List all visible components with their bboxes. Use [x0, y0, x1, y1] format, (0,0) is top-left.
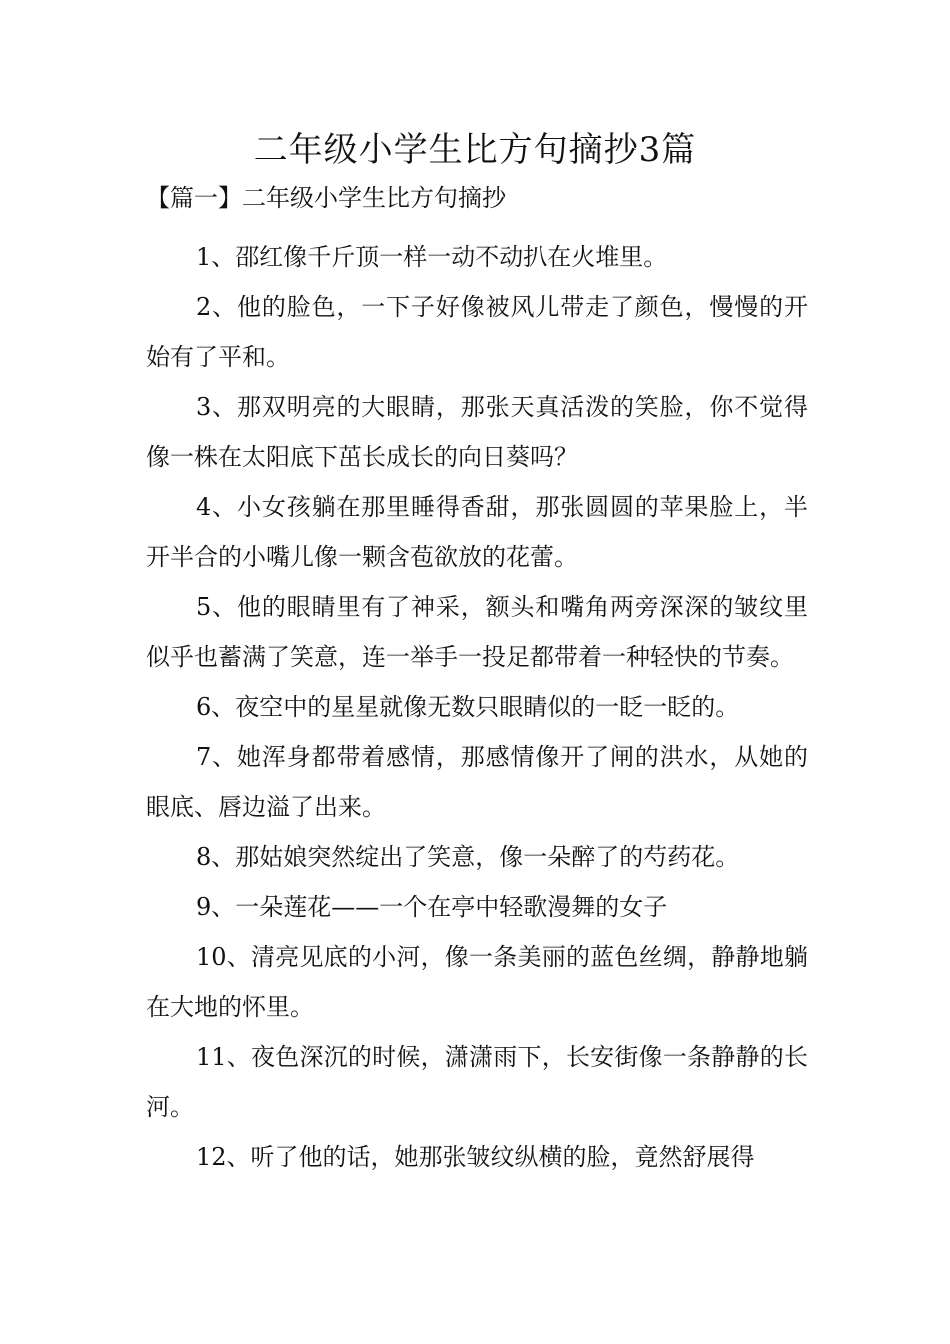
list-item: 3、那双明亮的大眼睛，那张天真活泼的笑脸，你不觉得像一株在太阳底下茁长成长的向日葵吗？	[146, 393, 808, 471]
sentence-list	[146, 232, 808, 1182]
list-item: 2、他的脸色，一下子好像被风儿带走了颜色，慢慢的开始有了平和。	[146, 293, 808, 371]
list-item: 10、清亮见底的小河，像一条美丽的蓝色丝绸，静静地躺在大地的怀里。	[146, 943, 808, 1021]
list-item: 9、一朵莲花——一个在亭中轻歌漫舞的女子	[196, 893, 668, 921]
list-item: 12、听了他的话，她那张皱纹纵横的脸，竟然舒展得	[196, 1143, 755, 1171]
list-item: 1、邵红像千斤顶一样一动不动扒在火堆里。	[196, 243, 668, 271]
list-item: 5、他的眼睛里有了神采，额头和嘴角两旁深深的皱纹里似乎也蓄满了笑意，连一举手一投足都带着一种轻快的节奏。	[146, 593, 808, 671]
list-item: 4、小女孩躺在那里睡得香甜，那张圆圆的苹果脸上，半开半合的小嘴儿像一颗含苞欲放的花蕾。	[146, 493, 808, 571]
list-item: 11、夜色深沉的时候，潇潇雨下，长安街像一条静静的长河。	[146, 1043, 808, 1121]
section-heading: 【篇一】二年级小学生比方句摘抄	[146, 184, 506, 212]
list-item: 7、她浑身都带着感情，那感情像开了闸的洪水，从她的眼底、唇边溢了出来。	[146, 743, 808, 821]
document-title: 二年级小学生比方句摘抄3篇	[253, 130, 697, 170]
list-item: 8、那姑娘突然绽出了笑意，像一朵醉了的芍药花。	[196, 843, 740, 871]
list-item: 6、夜空中的星星就像无数只眼睛似的一眨一眨的。	[196, 693, 740, 721]
